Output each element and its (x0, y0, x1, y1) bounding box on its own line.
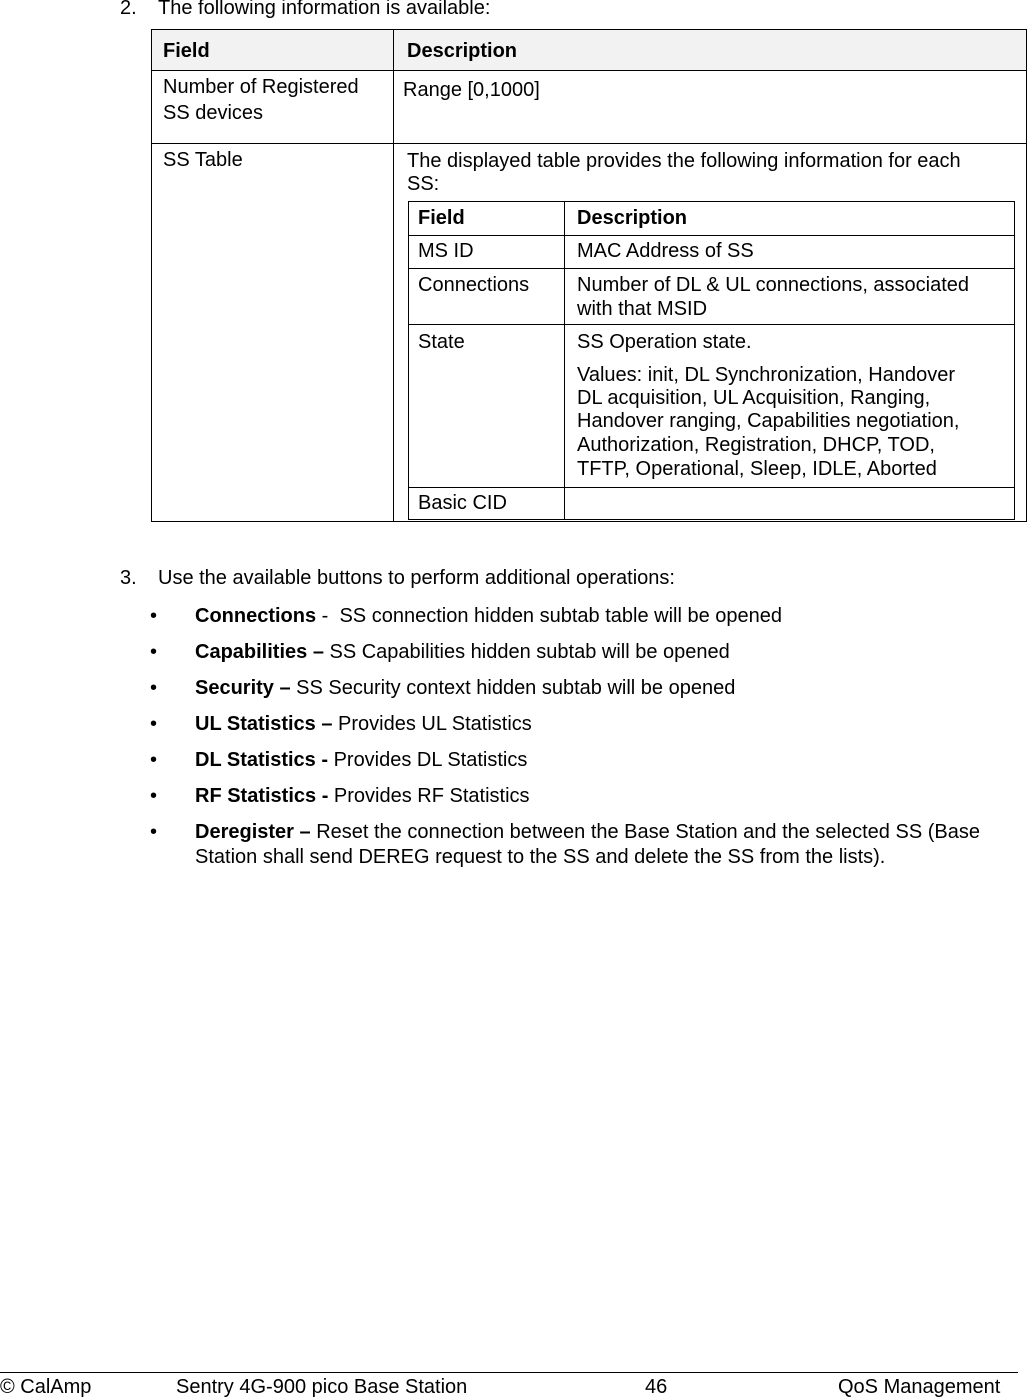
bullet-icon: • (150, 641, 158, 663)
bullet-icon: • (150, 785, 158, 807)
list-item (150, 604, 1020, 629)
list-item (150, 784, 1020, 809)
nested-row-state-title: SS Operation state. (577, 331, 752, 353)
nested-row-msid-field: MS ID (418, 240, 474, 262)
bullet-icon: • (150, 821, 158, 843)
nested-row-connections-description-line2: with that MSID (577, 298, 708, 320)
bullet-icon: • (150, 677, 158, 699)
nested-row-state-values-line5: TFTP, Operational, Sleep, IDLE, Aborted (577, 458, 937, 480)
step-text: Use the available buttons to perform additional operations: (158, 567, 675, 589)
footer-page-number: 46 (645, 1376, 668, 1398)
bullet-term: Security – (195, 677, 291, 699)
nested-row-state-values-line1: Values: init, DL Synchronization, Handover (577, 364, 955, 386)
nested-row-connections-description-line1: Number of DL & UL connections, associated (577, 274, 970, 296)
list-item (150, 748, 1020, 773)
bullet-text: Provides DL Statistics (333, 749, 528, 771)
main-header-description: Description (407, 40, 518, 62)
footer-copyright: © CalAmp (0, 1376, 92, 1398)
operations-list (150, 604, 1020, 881)
bullet-icon: • (150, 605, 158, 627)
main-header-field: Field (163, 40, 210, 62)
nested-row-msid-description: MAC Address of SS (577, 240, 754, 262)
nested-row-connections-field: Connections (418, 274, 530, 296)
bullet-text: Provides UL Statistics (338, 713, 532, 735)
bullet-icon: • (150, 749, 158, 771)
footer-product: Sentry 4G-900 pico Base Station (176, 1376, 468, 1398)
step-3 (120, 567, 675, 590)
bullet-term: UL Statistics – (195, 713, 333, 735)
nested-row-state-field: State (418, 331, 465, 353)
nested-row-state-values-line2: DL acquisition, UL Acquisition, Ranging, (577, 387, 931, 409)
row-registered-description: Range [0,1000] (403, 79, 540, 101)
nested-row-basiccid-field: Basic CID (418, 492, 507, 514)
row-sstable-description-line1: The displayed table provides the following information for each (407, 150, 961, 172)
row-sstable-description-line2: SS: (407, 173, 440, 195)
nested-row-state-values-line3: Handover ranging, Capabilities negotiation, (577, 410, 960, 432)
nested-header-field: Field (418, 207, 465, 229)
bullet-text: Reset the connection between the Base Station and the selected SS (Base Station shall send DEREG request to the SS and delete the SS from the lists). (195, 821, 980, 868)
list-item (150, 676, 1020, 701)
row-registered-field-line1: Number of Registered (163, 76, 359, 98)
step-number: 3. (120, 567, 137, 589)
row-registered-field-line2: SS devices (163, 102, 264, 124)
list-item (150, 820, 1020, 870)
nested-row-state-values-line4: Authorization, Registration, DHCP, TOD, (577, 434, 935, 456)
step-text: The following information is available: (158, 0, 491, 19)
bullet-icon: • (150, 713, 158, 735)
bullet-text: SS Security context hidden subtab will be opened (296, 677, 736, 699)
bullet-text: SS Capabilities hidden subtab will be opened (329, 641, 730, 663)
bullet-text: SS connection hidden subtab table will be opened (339, 605, 783, 627)
step-number: 2. (120, 0, 137, 19)
list-item (150, 712, 1020, 737)
bullet-term: RF Statistics - (195, 785, 329, 807)
row-sstable-field: SS Table (163, 149, 243, 171)
bullet-text: Provides RF Statistics (333, 785, 530, 807)
bullet-term: Capabilities – (195, 641, 324, 663)
bullet-term: Connections (195, 605, 317, 627)
bullet-term: Deregister – (195, 821, 311, 843)
nested-table (0, 0, 1028, 530)
list-item (150, 640, 1020, 665)
footer-section: QoS Management (838, 1376, 1001, 1398)
bullet-separator: - (316, 605, 340, 627)
bullet-term: DL Statistics - (195, 749, 328, 771)
footer-rule (0, 1372, 1018, 1373)
nested-header-description: Description (577, 207, 688, 229)
